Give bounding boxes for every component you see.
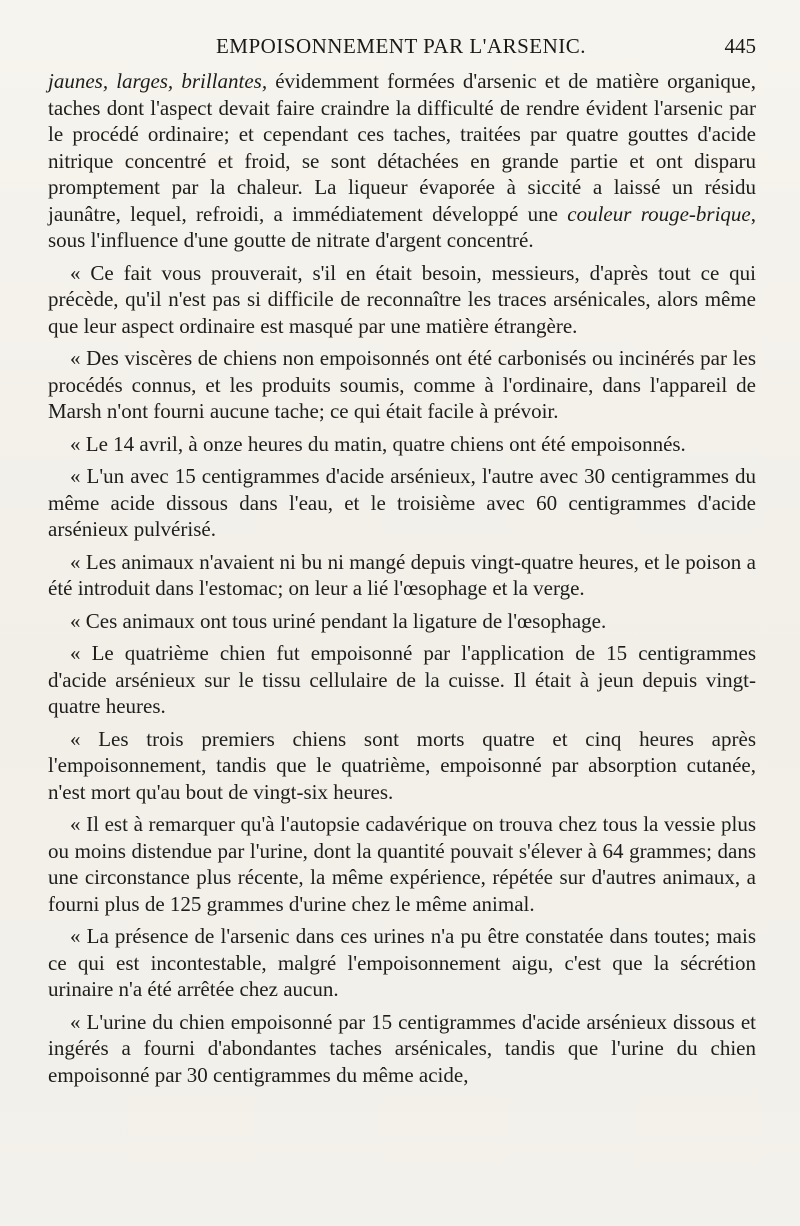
paragraph: « Le quatrième chien fut empoisonné par l'application de 15 centigrammes d'acide arsénieux sur le tissu cellulaire de la cuisse. Il était à jeun depuis vingt-quatre heures. [48,641,756,718]
paragraph-text: , sous l'influence d'une goutte de nitrate d'argent concentré. [48,201,757,252]
body-text [48,68,756,1094]
paragraph: « Les trois premiers chiens sont morts quatre et cinq heures après l'empoisonnement, tandis que le quatrième, empoisonné par absorption cutanée, n'est mort qu'au bout de vingt-six heures. [48,726,756,804]
paragraph: « Il est à remarquer qu'à l'autopsie cadavérique on trouva chez tous la vessie plus ou moins distendue par l'urine, dont la quantité pouvait s'élever à 64 grammes; dans une circonstance plus récente, la même expérience, répétée sur d'autres animaux, a fourni plus de 125 grammes d'urine chez le même animal. [48,812,756,916]
paragraph: « L'un avec 15 centigrammes d'acide arsénieux, l'autre avec 30 centigrammes du même acide dissous dans l'eau, et le troisième avec 60 centigrammes d'acide arsénieux pulvérisé. [48,464,756,541]
paragraph: « Les animaux n'avaient ni bu ni mangé depuis vingt-quatre heures, et le poison a été introduit dans l'estomac; on leur a lié l'œsophage et la verge. [48,549,756,600]
paragraph: « Ces animaux ont tous uriné pendant la ligature de l'œsophage. [70,608,607,633]
paragraph: « La présence de l'arsenic dans ces urines n'a pu être constatée dans toutes; mais ce qui est incontestable, malgré l'empoisonnement aigu, c'est que la sécrétion urinaire n'a été arrêtée chez aucun. [48,924,756,1001]
page-header [46,34,756,64]
paragraph: « Ce fait vous prouverait, s'il en était besoin, messieurs, d'après tout ce qui précède, qu'il n'est pas si difficile de reconnaître les traces arsénicales, alors même que leur aspect ordinaire est masqué par une matière étrangère. [48,260,756,338]
paragraph: « Le 14 avril, à onze heures du matin, quatre chiens ont été empoisonnés. [70,431,686,456]
paragraph [48,68,756,254]
paragraph-text: évidemment formées d'arsenic et de matière organique, taches dont l'aspect devait faire craindre la difficulté de rendre évident l'arsenic par le procédé ordinaire; et cependant ces taches, traitées par quatre gouttes d'acide nitrique concentré et froid, se sont détachées en grande partie et ont disparu promptement par la chaleur. La liqueur évaporée à siccité a laissé un résidu jaunâtre, lequel, refroidi, a immédiatement développé une [48,69,756,226]
italic-phrase: couleur rouge-brique [567,201,751,226]
italic-phrase: jaunes, larges, brillantes, [48,69,268,93]
running-title: EMPOISONNEMENT PAR L'ARSENIC. [215,34,587,58]
page-number: 445 [724,34,756,58]
paragraph: « Des viscères de chiens non empoisonnés ont été carbonisés ou incinérés par les procédés connus, et les produits soumis, comme à l'ordinaire, dans l'appareil de Marsh n'ont fourni aucune tache; ce qui était facile à prévoir. [48,346,756,423]
paragraph: « L'urine du chien empoisonné par 15 centigrammes d'acide arsénieux dissous et ingérés a fourni d'abondantes taches arsénicales, tandis que l'urine du chien empoisonné par 30 centigrammes du même acide, [48,1009,756,1087]
